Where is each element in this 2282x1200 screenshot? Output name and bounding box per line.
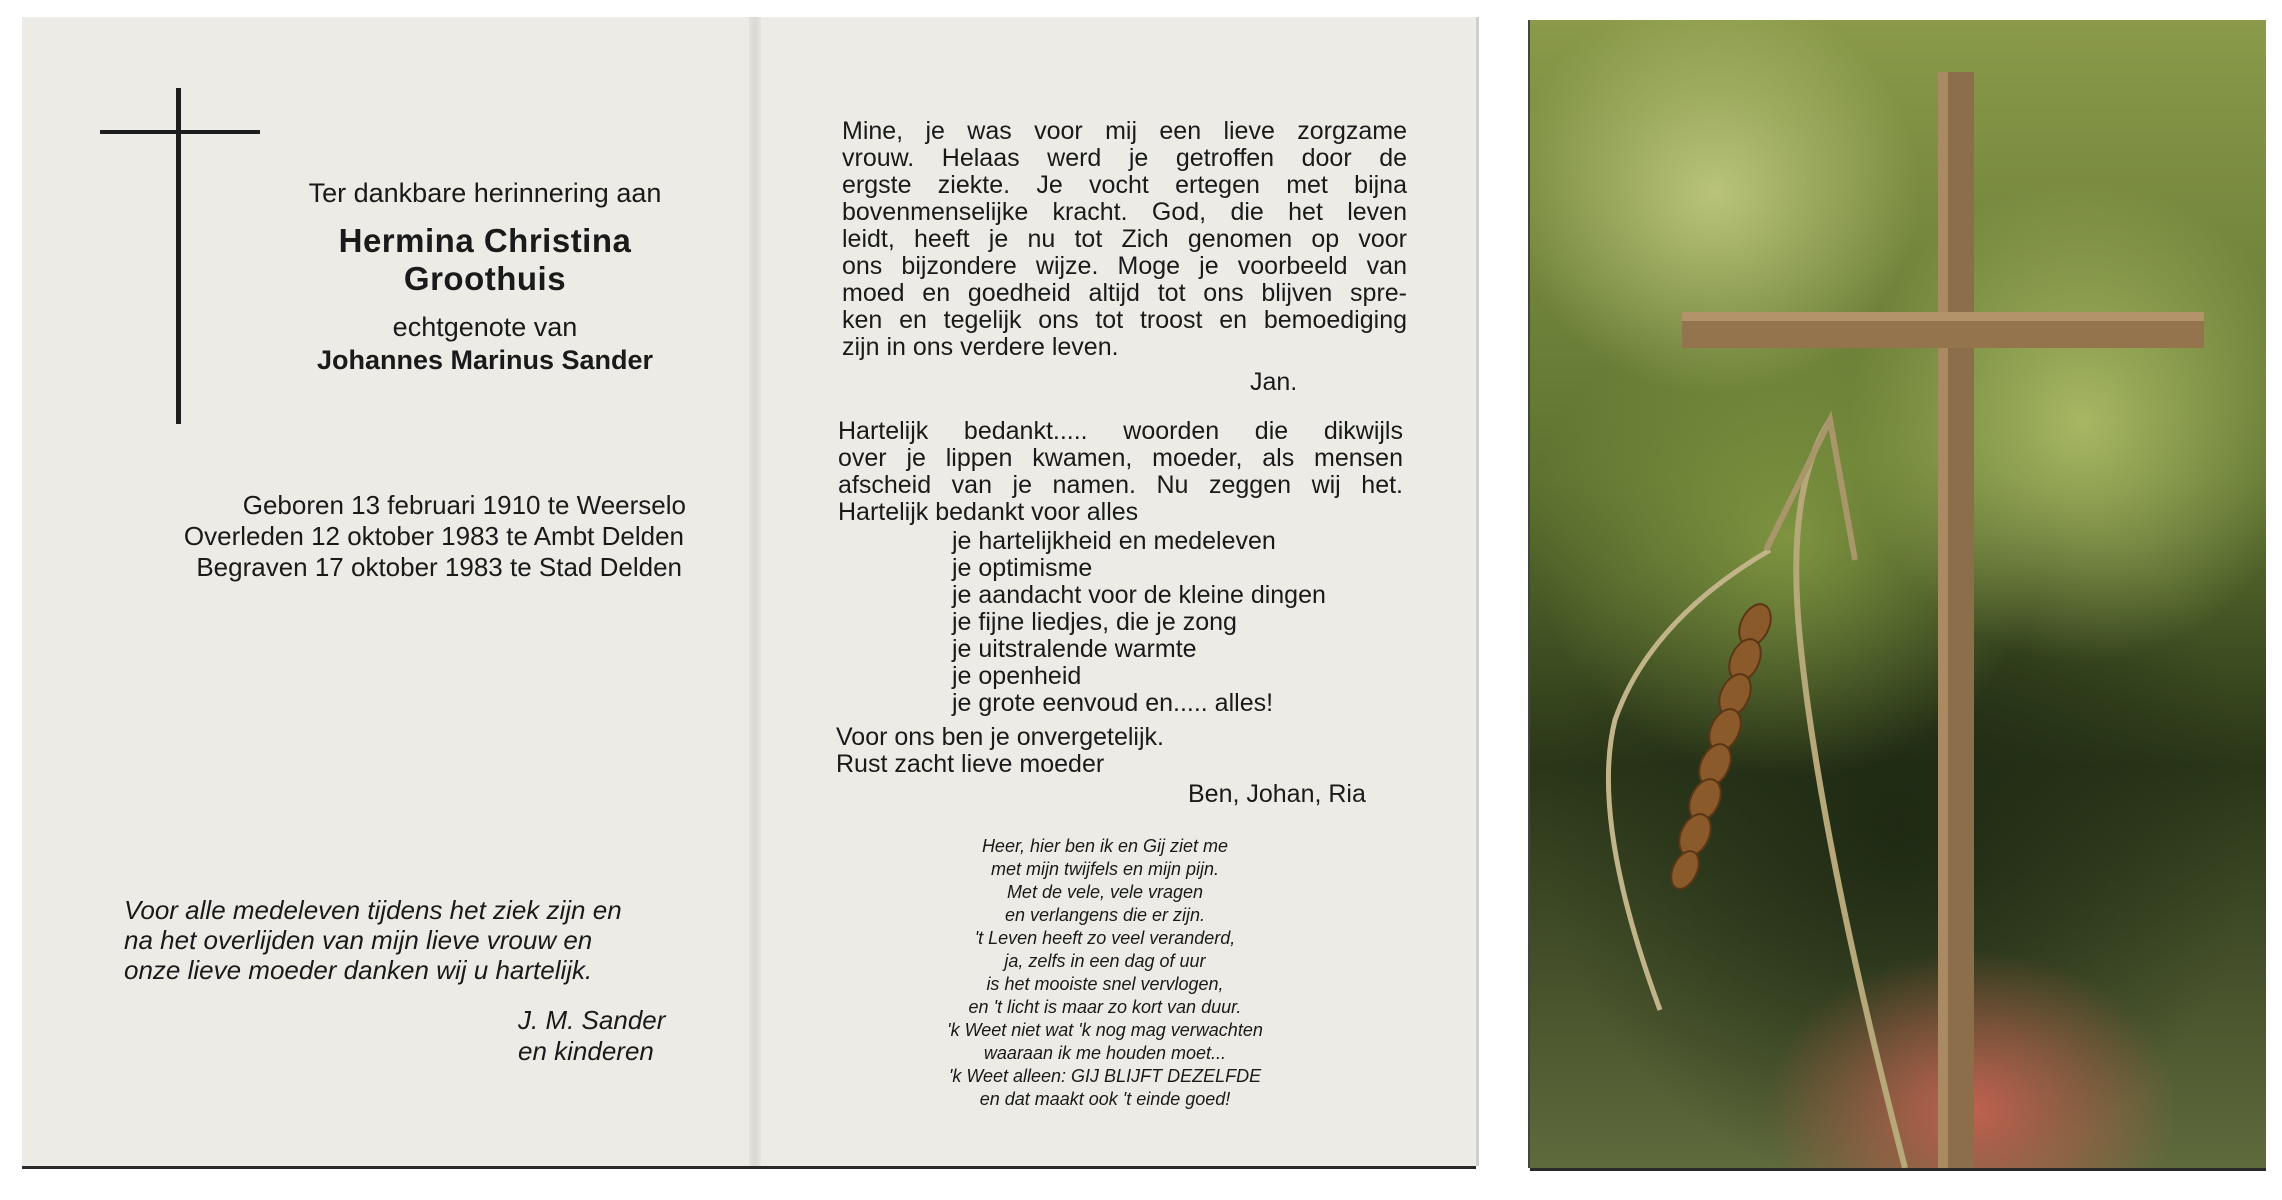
poem-line: 'k Weet niet wat 'k nog mag verwachten — [947, 1020, 1263, 1040]
closing-line: Rust zacht lieve moeder — [836, 750, 1105, 778]
list-item: je hartelijkheid en medeleven — [952, 527, 1276, 555]
family-signature — [518, 1005, 665, 1067]
card-fold — [749, 17, 761, 1166]
burial-date: Begraven 17 oktober 1983 te Stad Delden — [196, 552, 682, 582]
poem-line: en 't licht is maar zo kort van duur. — [968, 997, 1242, 1017]
poem-line: is het mooiste snel vervlogen, — [986, 974, 1224, 994]
poem-line: met mijn twijfels en mijn pijn. — [990, 859, 1220, 879]
list-item: je uitstralende warmte — [952, 635, 1197, 663]
intro-text: Ter dankbare herinnering aan — [308, 178, 662, 208]
closing-line: Voor ons ben je onvergetelijk. — [836, 723, 1164, 751]
thanks-intro-line: Hartelijk bedankt voor alles — [838, 498, 1139, 526]
message-line: leidt, heeft je nu tot Zich genomen op voor — [842, 225, 1407, 253]
children-names: Ben, Johan, Ria — [1188, 780, 1366, 808]
thanks-line: onze lieve moeder danken wij u hartelijk. — [124, 955, 593, 985]
thanks-list — [952, 528, 1326, 717]
thanks-intro-line: Hartelijk bedankt..... woorden die dikwijls — [838, 417, 1403, 445]
message-line: ergste ziekte. Je vocht ertegen met bijna — [842, 171, 1407, 199]
poem-line: 'k Weet alleen: GIJ BLIJFT DEZELFDE — [948, 1066, 1262, 1086]
signature-line: en kinderen — [518, 1036, 654, 1066]
poem-line: Met de vele, vele vragen — [1006, 882, 1204, 902]
list-item: je aandacht voor de kleine dingen — [952, 581, 1326, 609]
thanks-line: na het overlijden van mijn lieve vrouw en — [124, 925, 593, 955]
deceased-name-line2: Groothuis — [403, 260, 567, 297]
list-item: je grote eenvoud en..... alles! — [952, 689, 1274, 717]
poem — [870, 835, 1340, 1111]
thanks-intro-line: over je lippen kwamen, moeder, als mensen — [838, 444, 1403, 472]
birth-date: Geboren 13 februari 1910 te Weerselo — [242, 490, 686, 520]
message-line: ons bijzondere wijze. Moge je voorbeeld van — [842, 252, 1407, 280]
spouse-label: echtgenote van — [392, 312, 578, 342]
cross-icon-bar — [100, 130, 260, 134]
thanks-note — [124, 895, 694, 985]
message-line: zijn in ons verdere leven. — [842, 333, 1119, 361]
closing-text — [836, 724, 1164, 778]
message-line: vrouw. Helaas werd je getroffen door de — [842, 144, 1407, 172]
death-date: Overleden 12 oktober 1983 te Ambt Delden — [183, 521, 684, 551]
list-item: je openheid — [952, 662, 1082, 690]
message-line: moed en goedheid altijd tot ons blijven spre- — [842, 279, 1407, 307]
life-dates — [130, 490, 720, 583]
signature-line: J. M. Sander — [518, 1005, 666, 1035]
message-signer: Jan. — [1250, 368, 1298, 396]
message-line: Mine, je was voor mij een lieve zorgzame — [842, 117, 1407, 145]
list-item: je fijne liedjes, die je zong — [952, 608, 1237, 636]
poem-line: 't Leven heeft zo veel veranderd, — [974, 928, 1236, 948]
thanks-line: Voor alle medeleven tijdens het ziek zijn en — [124, 895, 622, 925]
cross-photo — [1530, 20, 2266, 1168]
poem-line: ja, zelfs in een dag of uur — [1004, 951, 1206, 971]
poem-line: waaraan ik me houden moet... — [983, 1043, 1227, 1063]
message-line: ken en tegelijk ons tot troost en bemoediging — [842, 306, 1407, 334]
spouse-name: Johannes Marinus Sander — [316, 345, 654, 375]
list-item: je optimisme — [952, 554, 1093, 582]
wooden-cross-with-wheat-ear-icon — [1530, 20, 2266, 1168]
husband-message — [842, 118, 1407, 361]
poem-line: en verlangens die er zijn. — [1004, 905, 1206, 925]
children-thanks — [838, 418, 1403, 526]
message-line: bovenmenselijke kracht. God, die het leven — [842, 198, 1407, 226]
thanks-intro-line: afscheid van je namen. Nu zeggen wij het. — [838, 471, 1403, 499]
cross-icon — [176, 88, 181, 424]
deceased-name-line1: Hermina Christina — [338, 222, 632, 259]
poem-line: Heer, hier ben ik en Gij ziet me — [981, 836, 1229, 856]
poem-line: en dat maakt ook 't einde goed! — [979, 1089, 1231, 1109]
